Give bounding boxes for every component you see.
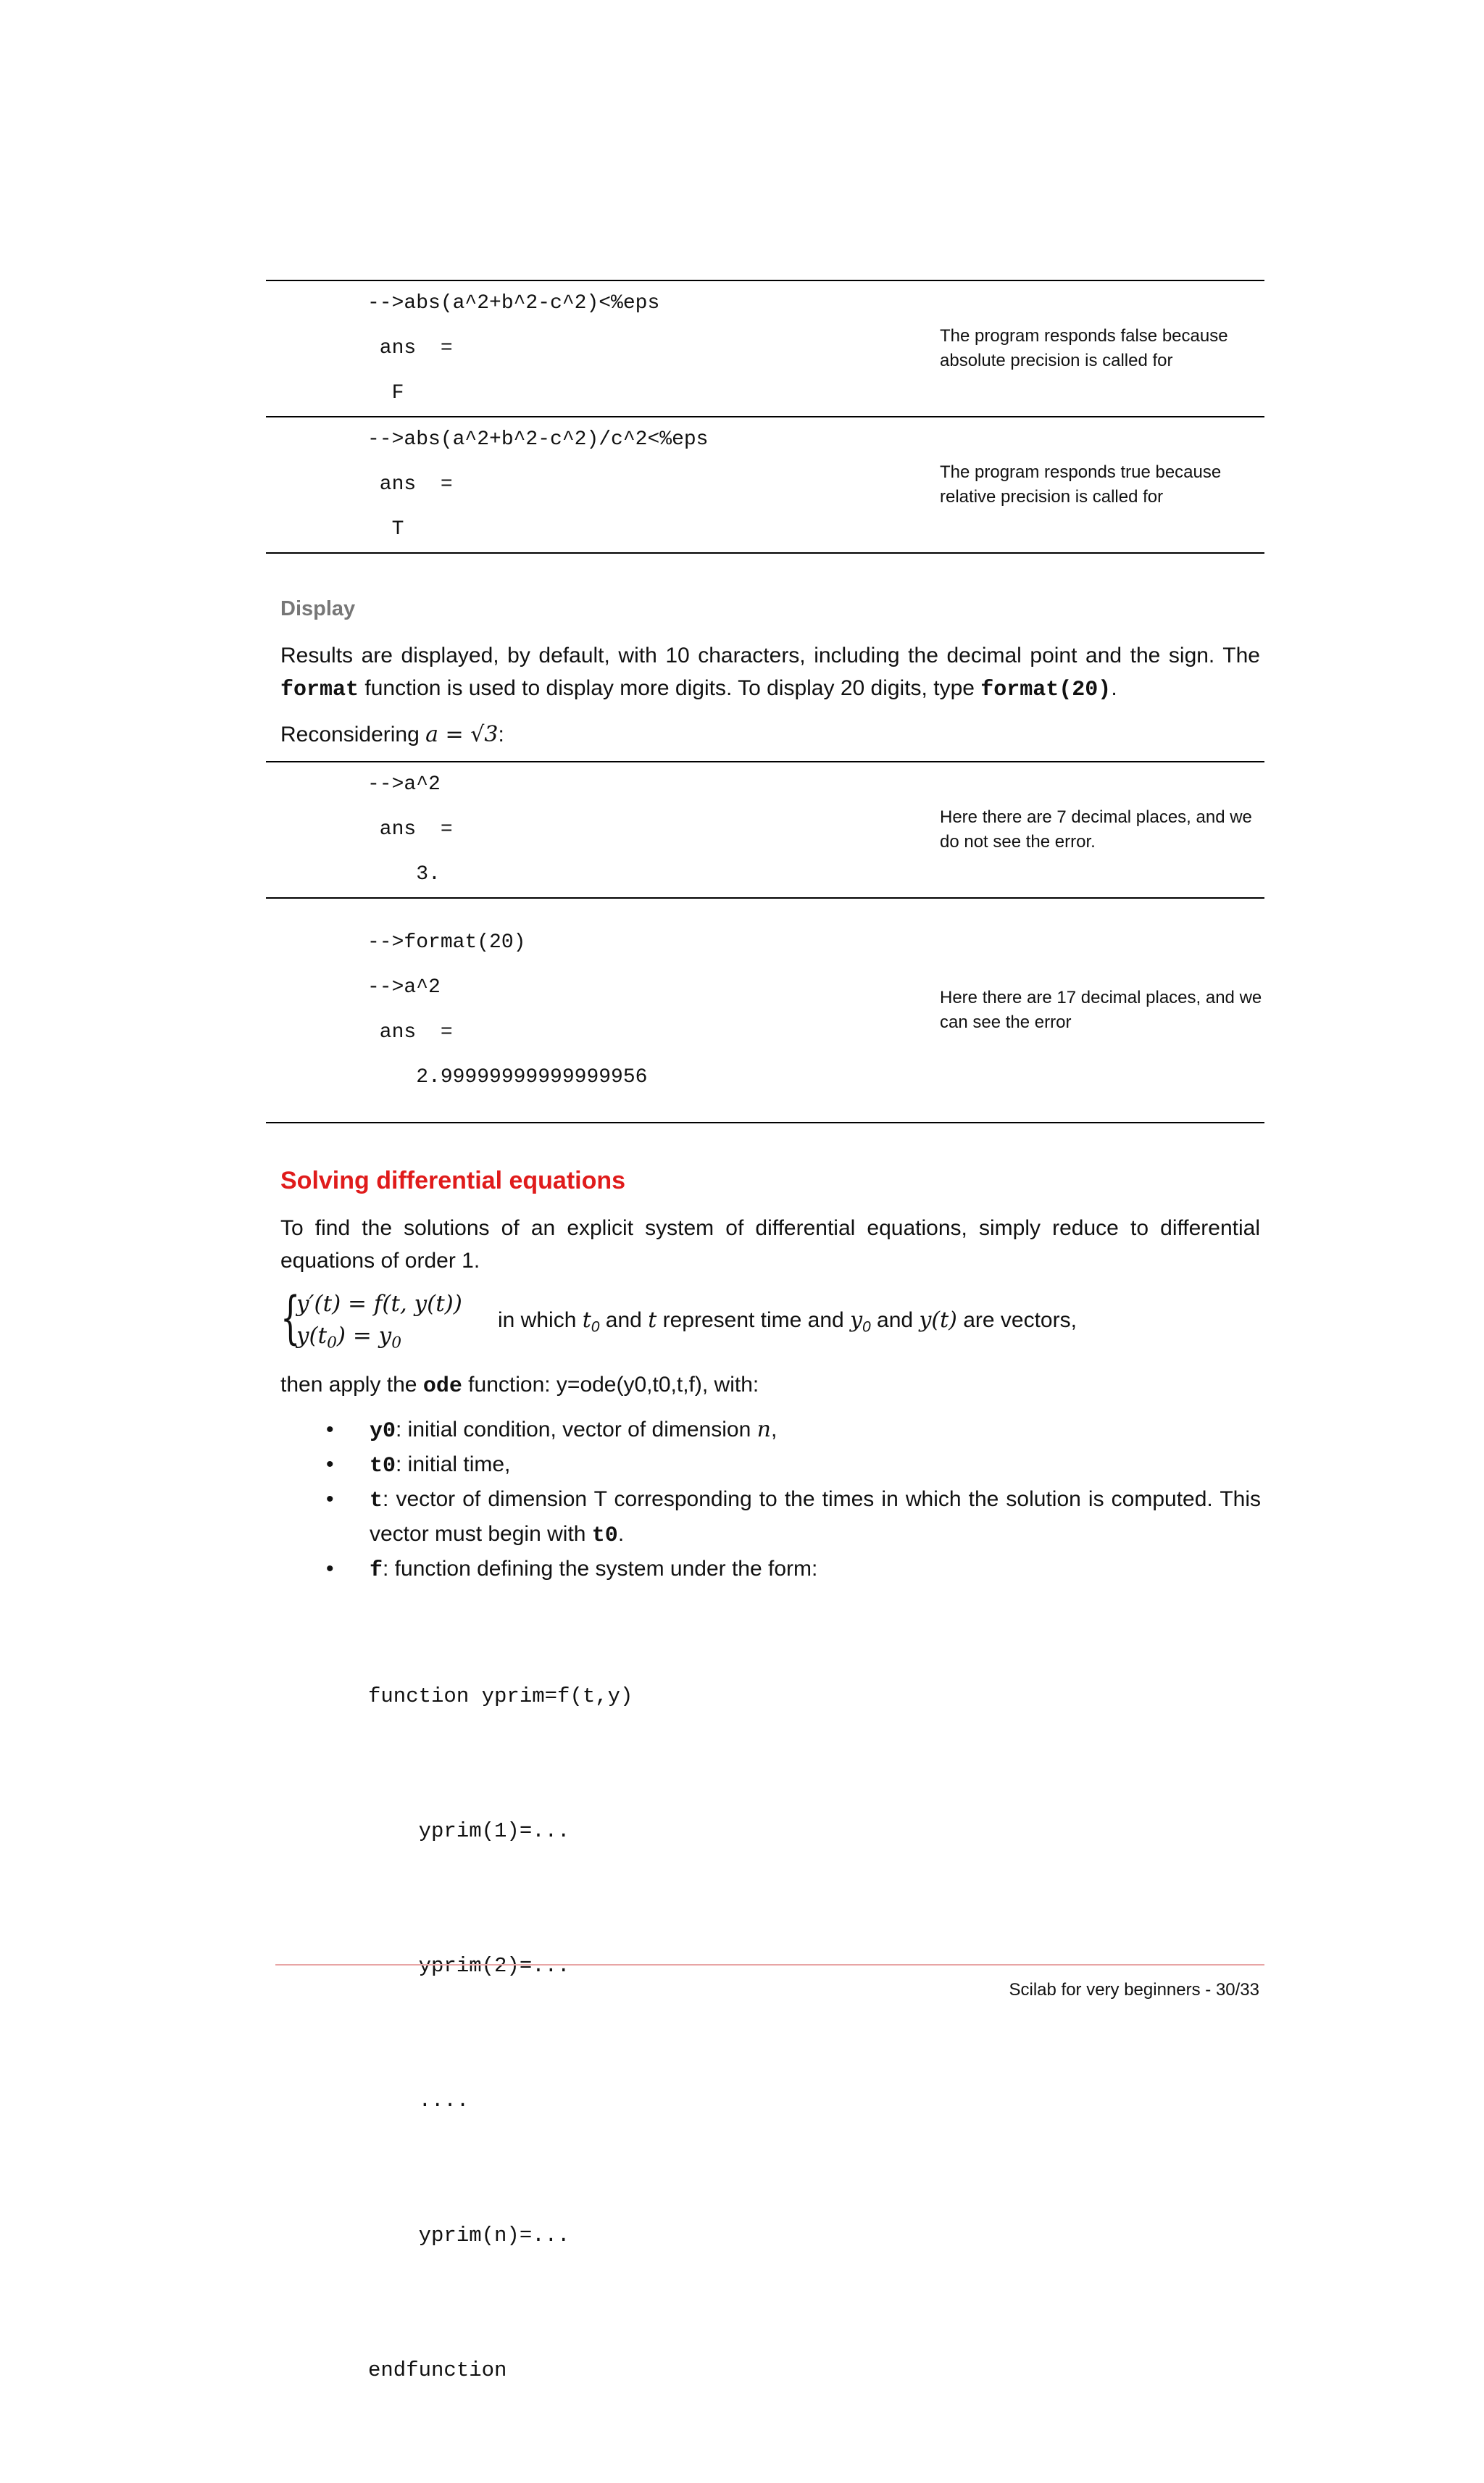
- code-line: yprim(1)=...: [368, 1819, 570, 1843]
- note-cell: The program responds true because relative precision is called for: [940, 462, 1222, 507]
- console-line: ans =: [367, 1021, 453, 1044]
- brace-icon: {: [280, 1286, 301, 1351]
- text: ,: [770, 1418, 778, 1442]
- text: represent time and: [656, 1308, 851, 1332]
- code-f: f: [370, 1558, 383, 1583]
- equation-line-2: [296, 1320, 401, 1360]
- text: Reconsidering: [280, 723, 426, 746]
- comparison-table-2: [266, 761, 1264, 1123]
- code-t0: t0: [591, 1523, 618, 1548]
- console-line: ans =: [367, 818, 453, 841]
- code-t0: t0: [370, 1454, 396, 1478]
- text: .: [617, 1522, 625, 1546]
- footer-divider: [275, 1964, 1264, 1966]
- console-line: ans =: [367, 473, 453, 496]
- code-line: yprim(2)=...: [368, 1954, 570, 1978]
- equation-system: [280, 1286, 1295, 1359]
- console-line: -->a^2: [367, 773, 441, 796]
- table-row: [266, 280, 1264, 417]
- console-line: ans =: [367, 337, 453, 359]
- text: Results are displayed, by default, with 10 characters, including the decimal point and the sign. The: [280, 644, 1260, 667]
- code-format: format: [280, 678, 359, 702]
- text: y(t: [296, 1323, 328, 1349]
- code-format-20: format(20): [980, 678, 1112, 702]
- console-line: -->abs(a^2+b^2-c^2)/c^2<%eps: [367, 428, 709, 451]
- code-block: [368, 1584, 633, 2483]
- text: : initial time,: [396, 1452, 511, 1476]
- note-cell: The program responds false because absolute precision is called for: [940, 326, 1228, 370]
- equation-description: in which $t_0$ and t represent time and $y_0$ and y(t) are vectors,: [498, 1307, 1077, 1336]
- math-yt: y(t): [919, 1307, 957, 1333]
- text: and: [870, 1308, 920, 1332]
- math-y: y: [850, 1307, 863, 1333]
- list-item: [319, 1413, 1261, 1448]
- list-item: [319, 1448, 1261, 1483]
- console-cell: [266, 762, 940, 898]
- math-expression: a = √3: [425, 722, 499, 747]
- console-cell: [266, 417, 940, 553]
- code-line: yprim(n)=...: [368, 2224, 570, 2247]
- list-item: [319, 1552, 1261, 1587]
- text: :: [498, 723, 504, 746]
- subscript: 0: [327, 1334, 337, 1352]
- console-line: -->format(20): [367, 931, 526, 954]
- text: are vectors,: [956, 1308, 1077, 1332]
- console-line: F: [367, 382, 404, 404]
- text: in which: [498, 1308, 583, 1332]
- reconsider-line: [280, 718, 1260, 751]
- text: : function defining the system under the form:: [383, 1557, 818, 1581]
- console-line: T: [367, 518, 404, 541]
- display-heading: Display: [280, 597, 356, 620]
- console-line: 2.99999999999999956: [367, 1066, 648, 1089]
- subscript: 0: [391, 1334, 401, 1352]
- console-line: -->abs(a^2+b^2-c^2)<%eps: [367, 292, 660, 315]
- note-cell: Here there are 7 decimal places, and we do not see the error.: [940, 807, 1252, 852]
- display-paragraph: [280, 639, 1260, 707]
- console-cell: [266, 898, 940, 1123]
- code-line: ....: [368, 2089, 470, 2113]
- code-y0: y0: [370, 1419, 396, 1444]
- console-line: -->a^2: [367, 976, 441, 999]
- parameter-list: [319, 1413, 1261, 1587]
- table-row: [266, 417, 1264, 553]
- text: then apply the: [280, 1373, 423, 1397]
- table-row: [266, 762, 1264, 898]
- code-line: function yprim=f(t,y): [368, 1684, 633, 1708]
- text: function: y=ode(y0,t0,t,f), with:: [462, 1373, 759, 1397]
- table-row: [266, 898, 1264, 1123]
- section-heading: Solving differential equations: [280, 1167, 626, 1194]
- console-line: 3.: [367, 863, 441, 886]
- text: : vector of dimension T corresponding to the times in which the solution is computed. This vector must begin with: [370, 1487, 1261, 1546]
- code-t: t: [370, 1489, 383, 1513]
- code-ode: ode: [422, 1374, 462, 1399]
- text: .: [1111, 676, 1117, 700]
- math-t: t: [648, 1307, 657, 1333]
- math-n: n: [756, 1417, 771, 1442]
- text: : initial condition, vector of dimension: [396, 1418, 757, 1442]
- code-line: endfunction: [368, 2358, 507, 2382]
- section-paragraph: To find the solutions of an explicit system of differential equations, simply reduce to differential equations of order 1.: [280, 1216, 1260, 1273]
- list-item: [319, 1483, 1261, 1552]
- comparison-table-1: [266, 280, 1264, 554]
- text: function is used to display more digits. To display 20 digits, type: [359, 676, 981, 700]
- note-cell: Here there are 17 decimal places, and we can see the error: [940, 988, 1262, 1032]
- math-t: t: [582, 1307, 591, 1333]
- text: ) = y: [336, 1323, 392, 1349]
- console-cell: [266, 280, 940, 417]
- equation-line-1: y′(t) = f(t, y(t)): [296, 1291, 462, 1317]
- apply-line: [280, 1368, 1260, 1403]
- page-footer: Scilab for very beginners - 30/33: [1009, 1980, 1259, 2000]
- text: and: [599, 1308, 649, 1332]
